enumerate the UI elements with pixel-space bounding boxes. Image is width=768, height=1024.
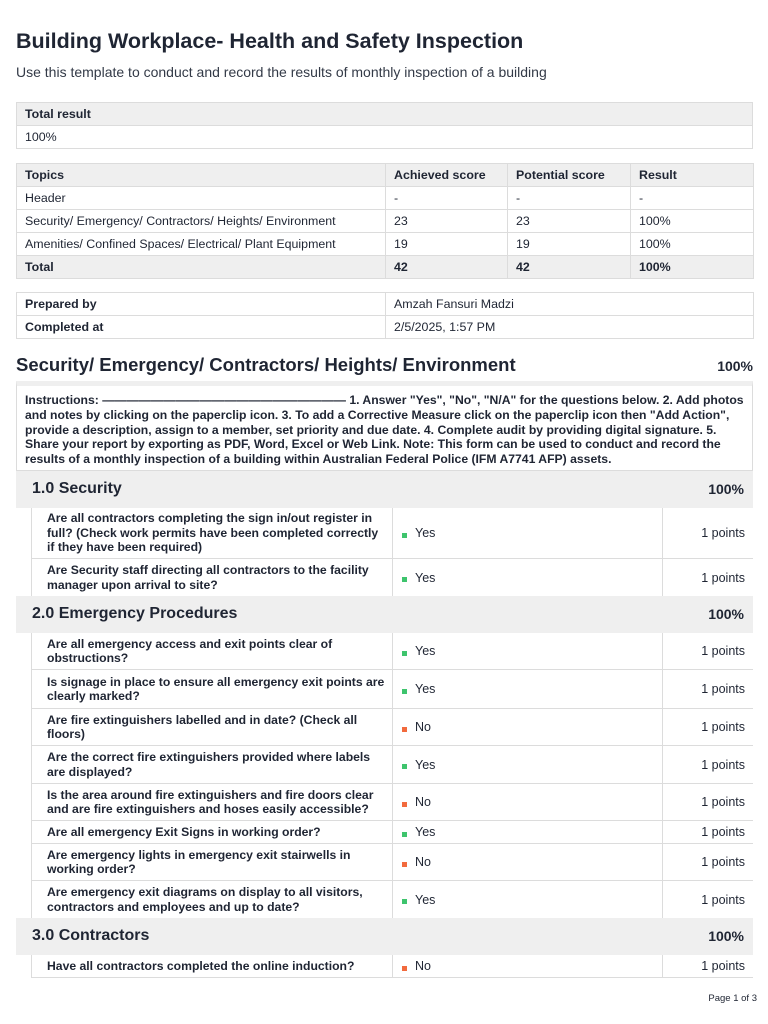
question-text: Are the correct fire extinguishers provided where labels are displayed? xyxy=(47,750,371,779)
points-value: 1 points xyxy=(701,526,745,540)
completed-at-label: Completed at xyxy=(17,316,386,339)
result-cell: - xyxy=(631,187,754,210)
question-text: Is the area around fire extinguishers and fire doors clear and are fire extinguishers and hoses easily accessible? xyxy=(47,787,374,816)
no-marker-icon xyxy=(402,727,407,732)
achieved-cell: 23 xyxy=(386,210,508,233)
answer-label: No xyxy=(415,720,431,734)
answer-cell[interactable] xyxy=(392,821,663,843)
result-cell: 100% xyxy=(631,233,754,256)
points-value: 1 points xyxy=(701,720,745,734)
question-row xyxy=(31,821,753,844)
category-score: 100% xyxy=(708,481,744,497)
answer-cell[interactable] xyxy=(392,746,663,783)
total-result-value: 100% xyxy=(17,126,753,149)
question-text: Are fire extinguishers labelled and in date? (Check all floors) xyxy=(47,712,358,741)
topic-cell: Security/ Emergency/ Contractors/ Heights/ Environment xyxy=(17,210,386,233)
question-row xyxy=(31,844,753,881)
question-text: Have all contractors completed the online induction? xyxy=(47,958,355,973)
category-header-contractors xyxy=(16,918,753,955)
total-potential-cell: 42 xyxy=(508,256,631,279)
question-row xyxy=(31,670,753,709)
topic-cell: Header xyxy=(17,187,386,210)
column-header: Potential score xyxy=(508,164,631,187)
potential-cell: 19 xyxy=(508,233,631,256)
achieved-cell: 19 xyxy=(386,233,508,256)
answer-label: Yes xyxy=(415,825,436,839)
table-row xyxy=(17,233,754,256)
page-number: Page 1 of 3 xyxy=(708,993,757,1004)
points-value: 1 points xyxy=(701,757,745,772)
answer-cell[interactable] xyxy=(392,784,663,820)
points-value: 1 points xyxy=(701,892,745,907)
section-score: 100% xyxy=(717,358,753,374)
points-value: 1 points xyxy=(701,825,745,839)
points-value: 1 points xyxy=(701,570,745,585)
column-header: Result xyxy=(631,164,754,187)
category-score: 100% xyxy=(708,606,744,622)
total-result-cell: 100% xyxy=(631,256,754,279)
result-cell: 100% xyxy=(631,210,754,233)
answer-label: No xyxy=(415,795,431,809)
question-text: Are emergency lights in emergency exit stairwells in working order? xyxy=(47,847,351,876)
column-header: Topics xyxy=(17,164,386,187)
answer-cell[interactable] xyxy=(392,670,663,708)
topic-cell: Amenities/ Confined Spaces/ Electrical/ Plant Equipment xyxy=(17,233,386,256)
no-marker-icon xyxy=(402,802,407,807)
answer-cell[interactable] xyxy=(392,955,663,977)
answer-cell[interactable] xyxy=(392,844,663,880)
category-header-emergency xyxy=(16,596,753,633)
answer-label: Yes xyxy=(415,757,436,772)
question-row xyxy=(31,709,753,746)
category-name: 1.0 Security xyxy=(32,480,122,497)
table-row xyxy=(17,187,754,210)
yes-marker-icon xyxy=(402,764,407,769)
points-value: 1 points xyxy=(701,855,745,869)
answer-label: Yes xyxy=(415,526,436,540)
no-marker-icon xyxy=(402,966,407,971)
question-row xyxy=(31,746,753,784)
question-text: Are emergency exit diagrams on display to all visitors, contractors and employees and up to date? xyxy=(47,885,363,914)
answer-label: Yes xyxy=(415,570,436,585)
question-row xyxy=(31,559,753,597)
answer-label: No xyxy=(415,855,431,869)
total-achieved-cell: 42 xyxy=(386,256,508,279)
answer-label: No xyxy=(415,959,431,973)
completed-at-value: 2/5/2025, 1:57 PM xyxy=(386,316,754,339)
answer-cell[interactable] xyxy=(392,881,663,918)
yes-marker-icon xyxy=(402,899,407,904)
answer-label: Yes xyxy=(415,644,436,658)
yes-marker-icon xyxy=(402,533,407,538)
question-text: Are all emergency Exit Signs in working order? xyxy=(47,824,321,839)
topics-header-row xyxy=(17,164,754,187)
question-row xyxy=(31,633,753,670)
question-text: Are all contractors completing the sign in/out register in full? (Check work permits have been completed correctly if they have been required) xyxy=(47,511,379,555)
table-row xyxy=(17,210,754,233)
topics-table xyxy=(16,163,754,279)
report-meta-table xyxy=(16,292,754,339)
answer-label: Yes xyxy=(415,682,436,696)
points-value: 1 points xyxy=(701,682,745,696)
category-score: 100% xyxy=(708,928,744,944)
topics-total-row xyxy=(17,256,754,279)
no-marker-icon xyxy=(402,862,407,867)
total-result-table xyxy=(16,102,753,149)
question-text: Are all emergency access and exit points clear of obstructions? xyxy=(47,636,333,665)
yes-marker-icon xyxy=(402,577,407,582)
question-row xyxy=(31,508,753,559)
question-text: Are Security staff directing all contractors to the facility manager upon arrival to site? xyxy=(47,563,369,592)
achieved-cell: - xyxy=(386,187,508,210)
category-name: 2.0 Emergency Procedures xyxy=(32,605,238,622)
page-title: Building Workplace- Health and Safety Inspection xyxy=(16,29,524,53)
question-row xyxy=(31,881,753,919)
total-result-label: Total result xyxy=(17,103,753,126)
column-header: Achieved score xyxy=(386,164,508,187)
answer-label: Yes xyxy=(415,892,436,907)
prepared-by-value: Amzah Fansuri Madzi xyxy=(386,293,754,316)
answer-cell[interactable] xyxy=(392,633,663,669)
potential-cell: 23 xyxy=(508,210,631,233)
potential-cell: - xyxy=(508,187,631,210)
question-row xyxy=(31,784,753,821)
yes-marker-icon xyxy=(402,651,407,656)
category-header-security xyxy=(16,471,753,508)
yes-marker-icon xyxy=(402,832,407,837)
category-name: 3.0 Contractors xyxy=(32,927,150,944)
question-text: Is signage in place to ensure all emergency exit points are clearly marked? xyxy=(47,674,385,703)
prepared-by-label: Prepared by xyxy=(17,293,386,316)
answer-cell[interactable] xyxy=(392,508,663,558)
section-title: Security/ Emergency/ Contractors/ Heights/ Environment xyxy=(16,354,516,375)
points-value: 1 points xyxy=(701,795,745,809)
question-row xyxy=(31,955,753,978)
yes-marker-icon xyxy=(402,689,407,694)
instructions-block: Instructions: ———————————————————— 1. Answer "Yes", "No", "N/A" for the questions below. 2. Add photos and notes by clicking on the paperclip icon. 3. To add a Corrective Measure click on the paperclip icon then "Add Action", provide a description, assign to a member, set priority and due date. 4. Complete audit by providing digital signature. 5. Share your report by exporting as PDF, Word, Excel or Web Link. Note: This form can be used to conduct and record the results of a monthly inspection of a building within Australian Federal Police (IFM A7741 AFP) assets. xyxy=(16,381,753,471)
page-subtitle: Use this template to conduct and record the results of monthly inspection of a building xyxy=(16,64,547,80)
total-label-cell: Total xyxy=(17,256,386,279)
answer-cell[interactable] xyxy=(392,559,663,596)
answer-cell[interactable] xyxy=(392,709,663,745)
points-value: 1 points xyxy=(701,644,745,658)
points-value: 1 points xyxy=(701,959,745,973)
